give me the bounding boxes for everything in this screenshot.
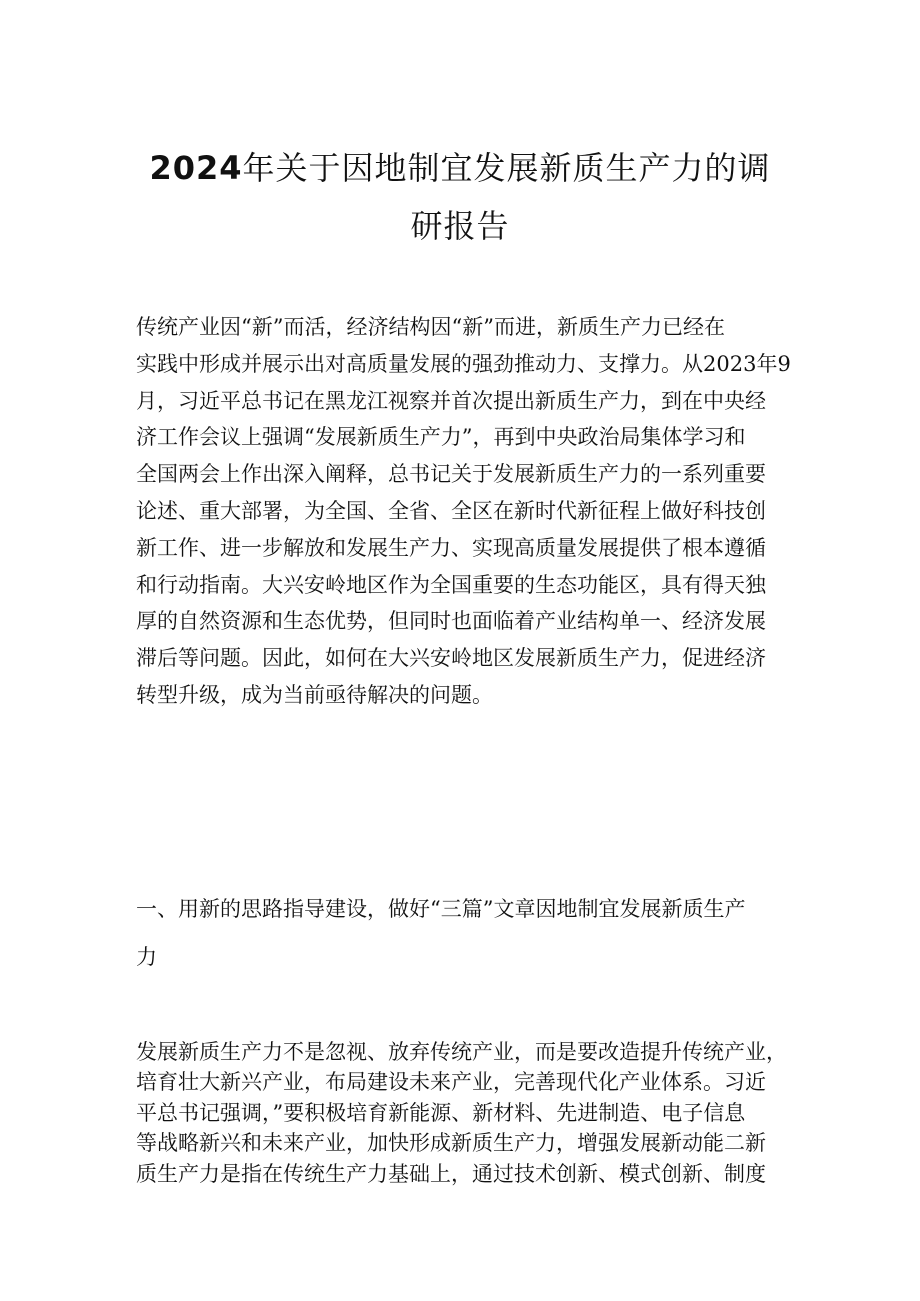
paragraph-line: 月，习近平总书记在黑龙江视察并首次提出新质生产力，到在中央经 bbox=[136, 388, 766, 413]
paragraph-line: 全国两会上作出深入阐释，总书记关于发展新质生产力的一系列重要 bbox=[136, 462, 766, 487]
paragraph-line: 质生产力是指在传统生产力基础上，通过技术创新、模式创新、制度 bbox=[136, 1161, 766, 1186]
section-paragraph-1 bbox=[136, 1037, 806, 1189]
paragraph-line: 发展新质生产力不是忽视、放弃传统产业，而是要改造提升传统产业， bbox=[136, 1040, 787, 1064]
paragraph-line: 滞后等问题。因此，如何在大兴安岭地区发展新质生产力，促进经济 bbox=[136, 646, 766, 671]
paragraph-line: 平总书记强调，”要积极培育新能源、新材料、先进制造、电子信息 bbox=[136, 1100, 746, 1125]
paragraph-line: 培育壮大新兴产业，布局建设未来产业，完善现代化产业体系。习近 bbox=[136, 1070, 766, 1095]
paragraph-line: 实践中形成并展示出对高质量发展的强劲推动力、支撑力。从2023年9 bbox=[136, 351, 791, 376]
paragraph-line: 转型升级，成为当前亟待解决的问题。 bbox=[136, 682, 493, 707]
title-text-1: 年关于因地制宜发展新质生产力的调 bbox=[242, 149, 771, 188]
title-line-2: 研报告 bbox=[410, 207, 510, 246]
paragraph-line: 和行动指南。大兴安岭地区作为全国重要的生态功能区，具有得天独 bbox=[136, 572, 766, 597]
paragraph-line: 厚的自然资源和生态优势，但同时也面临着产业结构单一、经济发展 bbox=[136, 609, 766, 634]
heading-line: 力 bbox=[136, 945, 157, 969]
section-heading-1 bbox=[136, 885, 806, 981]
paragraph-line: 传统产业因“新”而活，经济结构因“新”而进，新质生产力已经在 bbox=[136, 315, 725, 339]
title-year: 2024 bbox=[149, 149, 243, 188]
heading-line: 一、用新的思路指导建设，做好“三篇”文章因地制宜发展新质生产 bbox=[136, 897, 746, 921]
title-line-1 bbox=[110, 139, 810, 197]
intro-paragraph bbox=[136, 309, 806, 714]
paragraph-line: 论述、重大部署，为全国、全省、全区在新时代新征程上做好科技创 bbox=[136, 498, 766, 523]
document-title bbox=[110, 139, 810, 255]
paragraph-line: 济工作会议上强调“发展新质生产力”，再到中央政治局集体学习和 bbox=[136, 425, 746, 450]
paragraph-line: 等战略新兴和未来产业，加快形成新质生产力，增强发展新动能二新 bbox=[136, 1131, 766, 1156]
paragraph-line: 新工作、进一步解放和发展生产力、实现高质量发展提供了根本遵循 bbox=[136, 535, 766, 560]
